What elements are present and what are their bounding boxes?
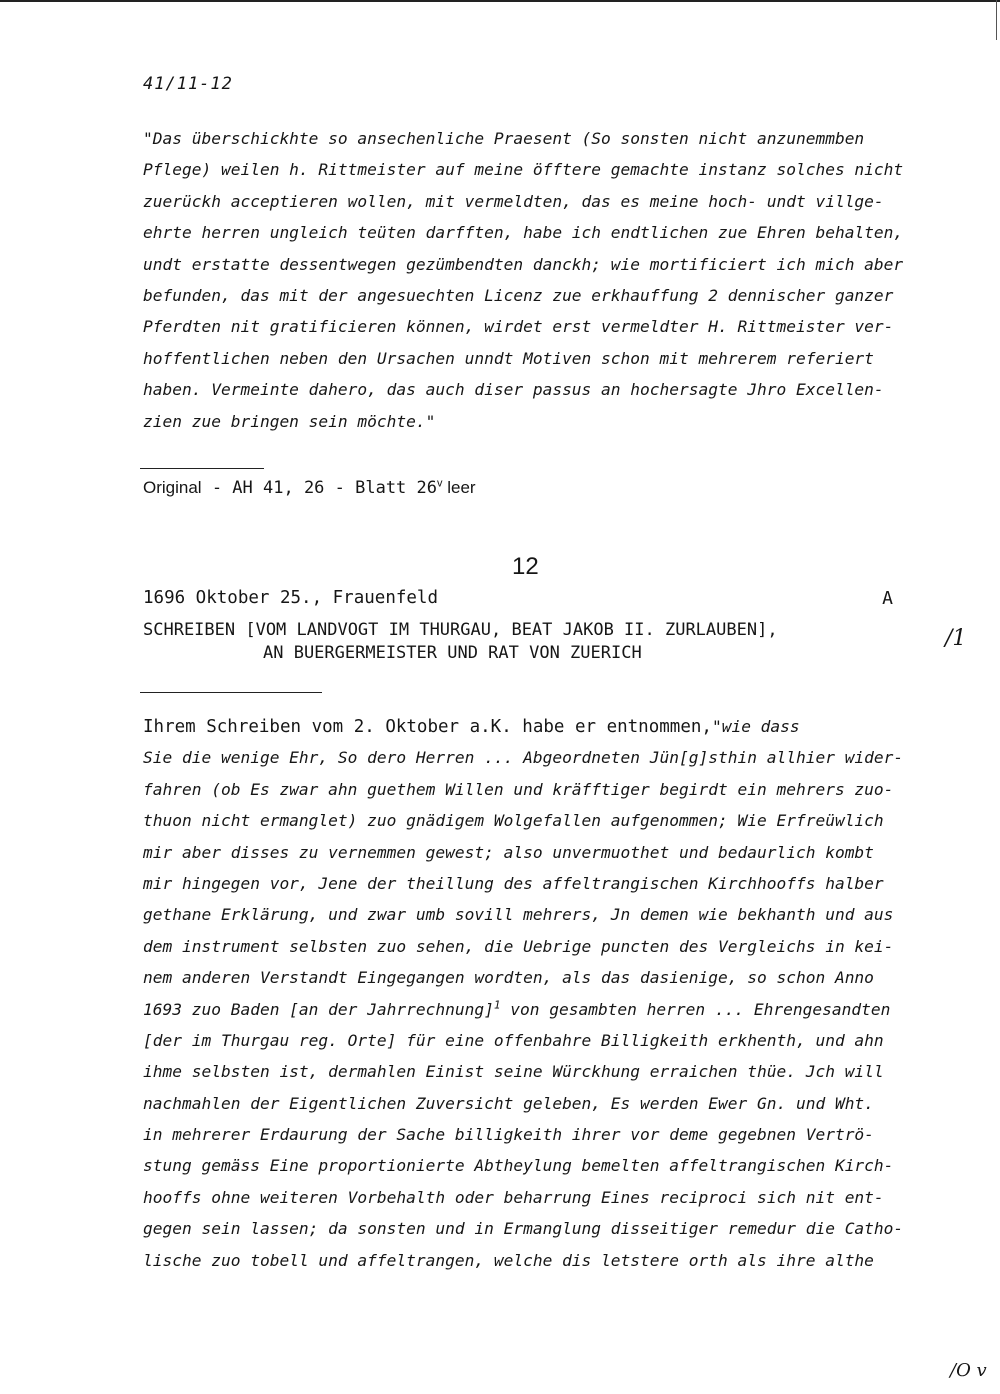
body-text: 1693 zuo Baden [an der Jahrrechnung] [143, 999, 494, 1019]
original-reference: - AH 41, 26 - Blatt 26 [201, 478, 437, 498]
body-line: mir hingegen vor, Jene der theillung des affeltrangischen Kirchhooffs halber [143, 873, 884, 893]
letter-body [143, 711, 943, 1276]
page-top-edge [0, 0, 1000, 2]
body-line: thuon nicht ermanglet) zuo gnädigem Wolgefallen aufgenommen; Wie Erfreüwlich [143, 811, 884, 831]
footnote-reference: 1 [493, 998, 501, 1012]
quote-line: haben. Vermeinte dahero, das auch diser passus an hochersagte Jhro Excellen- [143, 380, 884, 400]
body-quote-start: "wie dass [711, 717, 800, 736]
body-line: mir aber disses zu vernemmen gewest; also unvermuothet und bedaurlich kombt [143, 842, 874, 862]
document-title-line-2: AN BUERGERMEISTER UND RAT VON ZUERICH [263, 643, 642, 663]
quote-line: Pferdten nit gratificieren können, wirdet erst vermeldter H. Rittmeister ver- [143, 317, 894, 337]
page-folio-mark: /O v [950, 1360, 987, 1381]
page-reference: 41/11-12 [143, 74, 233, 94]
body-line: dem instrument selbsten zuo sehen, die Uebrige puncten des Vergleichs in kei- [143, 936, 894, 956]
classification-letter: A [882, 588, 893, 609]
quote-line: undt erstatte dessentwegen gezümbendten danckh; wie mortificiert ich mich aber [143, 254, 904, 274]
body-line: lische zuo tobell und affeltrangen, welche dis letstere orth als ihre althe [143, 1250, 874, 1270]
title-rule [140, 692, 322, 693]
body-line: gegen sein lassen; da sonsten und in Ermanglung disseitiger remedur die Catho- [143, 1219, 904, 1239]
body-line: Sie die wenige Ehr, So dero Herren ... Abgeordneten Jün[g]sthin allhier wider- [143, 748, 904, 768]
original-label: Original [143, 478, 202, 497]
quote-line: befunden, das mit der angesuechten Licenz zue erkhauffung 2 dennischer ganzer [143, 285, 894, 305]
quoted-passage [143, 123, 943, 437]
original-superscript: v [437, 477, 443, 490]
margin-handwritten-mark: /1 [945, 626, 967, 651]
body-line: nachmahlen der Eigentlichen Zuversicht geleben, Es werden Ewer Gn. und Wht. [143, 1093, 874, 1113]
quote-line: "Das überschickhte so ansechenliche Praesent (So sonsten nicht anzunemmben [143, 129, 865, 148]
date-place: 1696 Oktober 25., Frauenfeld [143, 588, 439, 608]
body-intro: Ihrem Schreiben vom 2. Oktober a.K. habe er entnommen, [143, 717, 712, 737]
body-line: [der im Thurgau reg. Orte] für eine offenbahre Billigkeith erkhenth, und ahn [143, 1030, 884, 1050]
original-note [143, 478, 476, 498]
body-line: hooffs ohne weiteren Vorbehalth oder beharrung Eines reciproci sich nit ent- [143, 1187, 884, 1207]
body-line: stung gemäss Eine proportionierte Abtheylung bemelten affeltrangischen Kirch- [143, 1156, 894, 1176]
body-line [143, 994, 943, 1025]
quote-line: ehrte herren ungleich teüten darfften, habe ich endtlichen zue Ehren behalten, [143, 223, 904, 243]
body-line: gethane Erklärung, und zwar umb sovill mehrers, Jn demen wie bekhanth und aus [143, 905, 894, 925]
body-line: nem anderen Verstandt Eingegangen wordten, als das dasienige, so schon Anno [143, 968, 874, 988]
quote-line: zien zue bringen sein möchte." [143, 411, 436, 431]
quote-line: hoffentlichen neben den Ursachen unndt Motiven schon mit mehrerem referiert [143, 348, 874, 368]
body-line: fahren (ob Es zwar ahn guethem Willen und kräfftiger begirdt ein mehrers zuo- [143, 779, 894, 799]
document-number: 12 [512, 553, 539, 580]
original-suffix: leer [442, 478, 476, 497]
quote-line: Pflege) weilen h. Rittmeister auf meine öfftere gemachte instanz solches nicht [143, 160, 904, 180]
footnote-rule [140, 468, 264, 469]
page-right-edge [996, 0, 997, 40]
body-line [143, 711, 943, 742]
body-text: von gesambten herren ... Ehrengesandten [500, 999, 891, 1019]
body-line: in mehrerer Erdaurung der Sache billigkeith ihrer vor deme gegebnen Vertrö- [143, 1125, 874, 1145]
body-line: ihme selbsten ist, dermahlen Einist seine Würckhung erraichen thüe. Jch will [143, 1062, 884, 1082]
quote-line: zuerückh acceptieren wollen, mit vermeldten, das es meine hoch- undt villge- [143, 191, 884, 211]
document-title-line-1: SCHREIBEN [VOM LANDVOGT IM THURGAU, BEAT JAKOB II. ZURLAUBEN], [143, 620, 778, 640]
